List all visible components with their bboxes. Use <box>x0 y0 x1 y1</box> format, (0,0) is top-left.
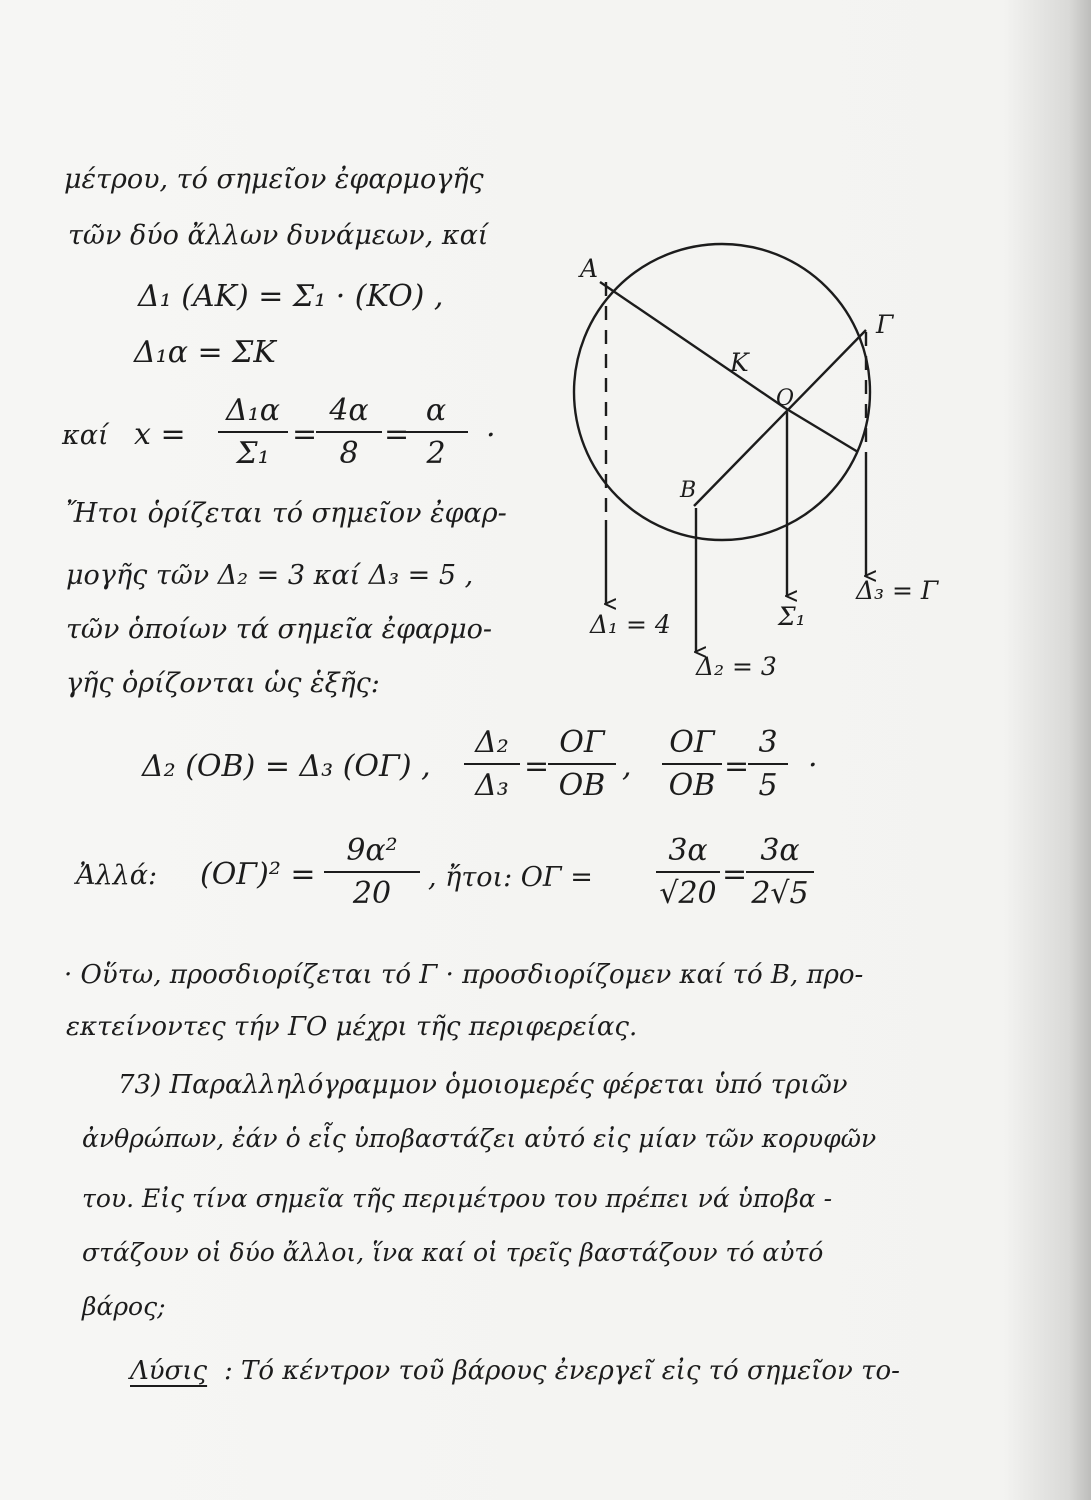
text-line: μογῆς τῶν Δ₂ = 3 καί Δ₃ = 5 , <box>66 560 474 591</box>
denominator: 2 <box>426 436 446 471</box>
denominator: OB <box>668 768 716 803</box>
circle <box>574 244 870 540</box>
text-line: τῶν ὁποίων τά σημεῖα ἐφαρμο- <box>66 614 493 645</box>
label-point-O: O <box>776 386 795 411</box>
label-point-K: K <box>730 348 749 377</box>
segment-O-right <box>785 408 858 452</box>
period: . <box>486 409 496 444</box>
text-line: εκτείνοντες τήν ΓO μέχρι τῆς περιφερείας. <box>66 1012 638 1042</box>
denominator: 5 <box>758 768 778 803</box>
label-point-A: A <box>580 254 599 283</box>
problem-heading: 73) Παραλληλόγραμμον ὁμοιομερές φέρεται ὑπό τριῶν <box>118 1070 848 1100</box>
comma: , <box>622 749 632 784</box>
numerator: OΓ <box>548 728 616 765</box>
numerator: 3α <box>656 836 720 873</box>
text-line: γῆς ὁρίζονται ὡς ἑξῆς: <box>66 668 380 699</box>
equals-sign: = <box>524 749 550 784</box>
equation: (OΓ)² = <box>200 857 316 892</box>
text-line: του. Εἰς τίνα σημεῖα τῆς περιμέτρου του πρέπει νά ὑποβα - <box>82 1184 833 1213</box>
text-line: τῶν δύο ἄλλων δυνάμεων, καί <box>68 220 489 251</box>
denominator: 20 <box>352 876 392 911</box>
denominator: √20 <box>659 876 717 911</box>
denominator: OB <box>558 768 606 803</box>
text-word: , ἤτοι: OΓ = <box>428 862 593 893</box>
equation: Δ₁α = ΣK <box>134 335 276 370</box>
text-line: μέτρου, τό σημεῖον ἐφαρμογῆς <box>64 164 484 195</box>
denominator: Σ₁ <box>236 436 270 471</box>
solution-label: Λύσις <box>130 1356 208 1386</box>
equation: Δ₂ (OB) = Δ₃ (OΓ) , <box>142 749 431 784</box>
equals-sign: = <box>722 857 748 892</box>
numerator: α <box>404 396 468 433</box>
numerator: Δ₁α <box>218 396 288 433</box>
text-line: Ἤτοι ὁρίζεται τό σημεῖον ἐφαρ- <box>66 498 507 529</box>
text-line: βάρος; <box>82 1292 166 1321</box>
segment-AO <box>600 282 785 408</box>
label-point-G: Γ <box>876 310 894 339</box>
equation: Δ₁ (AK) = Σ₁ · (KO) , <box>138 279 444 314</box>
equation: x = <box>134 417 186 452</box>
text-line: ἀνθρώπων, ἐάν ὁ εἷς ὑποβαστάζει αὐτό εἰς μίαν τῶν κορυφῶν <box>82 1124 877 1153</box>
numerator: Δ₂ <box>464 728 520 765</box>
text-line: · Οὕτω, προσδιορίζεται τό Γ · προσδιορίζομεν καί τό B, προ- <box>64 960 864 990</box>
equals-sign: = <box>724 749 750 784</box>
text-line: : Τό κέντρον τοῦ βάρους ἐνεργεῖ εἰς τό σημεῖον το- <box>224 1356 900 1386</box>
numerator: OΓ <box>662 728 722 765</box>
denominator: 8 <box>339 436 359 471</box>
label-point-B: B <box>680 478 697 503</box>
label-force-D3: Δ₃ = Γ <box>856 576 939 605</box>
label-force-D1: Δ₁ = 4 <box>590 610 671 639</box>
numerator: 3 <box>748 728 788 765</box>
label-force-D2: Δ₂ = 3 <box>696 652 777 681</box>
denominator: Δ₃ <box>475 768 509 803</box>
text-word: καί <box>62 420 109 451</box>
numerator: 3α <box>746 836 814 873</box>
equals-sign: = <box>384 417 410 452</box>
label-force-S1: Σ₁ <box>778 602 806 631</box>
equals-sign: = <box>292 417 318 452</box>
numerator: 4α <box>316 396 382 433</box>
denominator: 2√5 <box>751 876 809 911</box>
text-word: Ἀλλά: <box>76 860 158 891</box>
numerator: 9α² <box>324 836 420 873</box>
period: . <box>808 739 818 774</box>
text-line: στάζουν οἱ δύο ἄλλοι, ἵνα καί οἱ τρεῖς βαστάζουν τό αὐτό <box>82 1238 824 1267</box>
